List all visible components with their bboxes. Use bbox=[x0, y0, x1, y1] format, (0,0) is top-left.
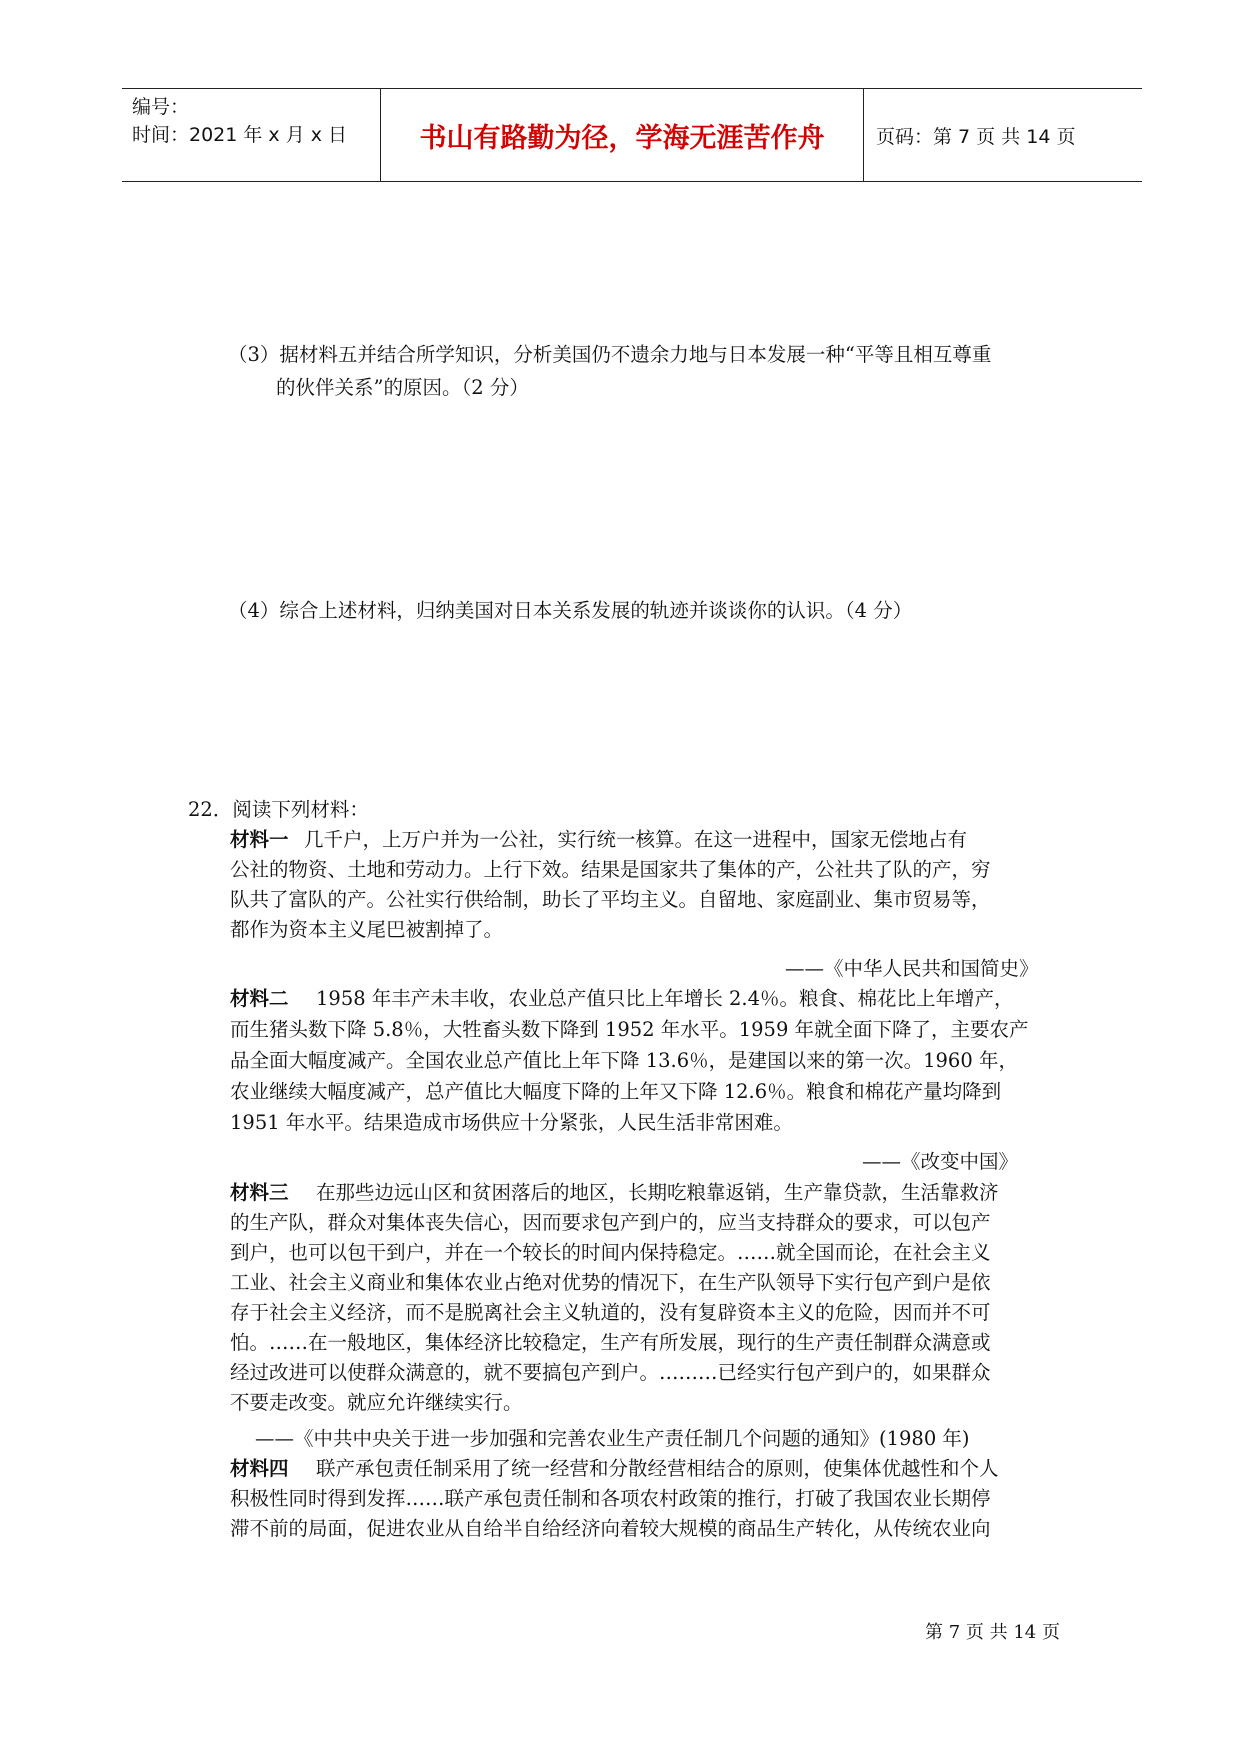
page-header bbox=[122, 88, 1142, 182]
m4-line-1: 联产承包责任制采用了统一经营和分散经营相结合的原则，使集体优越性和个人 bbox=[316, 1457, 999, 1480]
header-page-info: 页码：第 7 页 共 14 页 bbox=[876, 125, 1076, 148]
m3-line-4: 工业、社会主义商业和集体农业占绝对优势的情况下，在生产队领导下实行包产到户是依 bbox=[230, 1271, 991, 1294]
m3-line-5: 存于社会主义经济，而不是脱离社会主义轨道的，没有复辟资本主义的危险，因而并不可 bbox=[230, 1301, 991, 1324]
m3-label: 材料三 bbox=[230, 1181, 289, 1204]
header-motto: 书山有路勤为径，学海无涯苦作舟 bbox=[381, 89, 864, 181]
m1-line-3: 队共了富队的产。公社实行供给制，助长了平均主义。自留地、家庭副业、集市贸易等， bbox=[230, 888, 991, 911]
header-meta bbox=[122, 89, 381, 181]
m4-label: 材料四 bbox=[230, 1457, 289, 1480]
m3-line-2: 的生产队，群众对集体丧失信心，因而要求包产到户的，应当支持群众的要求，可以包产 bbox=[230, 1211, 991, 1234]
m4-line-2: 积极性同时得到发挥……联产承包责任制和各项农村政策的推行，打破了我国农业长期停 bbox=[230, 1487, 991, 1510]
m2-source: ——《改变中国》 bbox=[862, 1150, 1019, 1173]
m4-line-3: 滞不前的局面，促进农业从自给半自给经济向着较大规模的商品生产转化，从传统农业向 bbox=[230, 1517, 991, 1540]
m3-line-8: 不要走改变。就应允许继续实行。 bbox=[230, 1391, 523, 1414]
m1-label: 材料一 bbox=[230, 828, 289, 851]
m3-line-6: 怕。……在一般地区，集体经济比较稳定，生产有所发展，现行的生产责任制群众满意或 bbox=[230, 1331, 991, 1354]
m3-line-1: 在那些边远山区和贫困落后的地区，长期吃粮靠返销，生产靠贷款，生活靠救济 bbox=[316, 1181, 999, 1204]
header-time: 时间：2021 年 x 月 x 日 bbox=[132, 124, 348, 146]
q3-line-2: 的伙伴关系”的原因。（2 分） bbox=[276, 376, 529, 399]
m2-line-4: 农业继续大幅度减产，总产值比大幅度下降的上年又下降 12.6％。粮食和棉花产量均降到 bbox=[230, 1080, 1002, 1103]
page-footer: 第 7 页 共 14 页 bbox=[925, 1622, 1060, 1643]
m2-line-2: 而生猪头数下降 5.8％，大牲畜头数下降到 1952 年水平。1959 年就全面下降了，主要农产 bbox=[230, 1018, 1029, 1041]
q4-line-1: （4）综合上述材料，归纳美国对日本关系发展的轨迹并谈谈你的认识。（4 分） bbox=[228, 599, 913, 622]
q22-intro: 22．阅读下列材料： bbox=[188, 798, 369, 821]
m2-line-1: 1958 年丰产未丰收，农业总产值只比上年增长 2.4％。粮食、棉花比上年增产， bbox=[316, 987, 1014, 1010]
m2-label: 材料二 bbox=[230, 987, 289, 1010]
q3-line-1: （3）据材料五并结合所学知识，分析美国仍不遗余力地与日本发展一种“平等且相互尊重 bbox=[228, 343, 992, 366]
m3-line-7: 经过改进可以使群众满意的，就不要搞包产到户。………已经实行包产到户的，如果群众 bbox=[230, 1361, 991, 1384]
m2-line-3: 品全面大幅度减产。全国农业总产值比上年下降 13.6％，是建国以来的第一次。1960 年， bbox=[230, 1049, 1018, 1072]
header-number: 编号： bbox=[132, 96, 190, 118]
m3-source: ——《中共中央关于进一步加强和完善农业生产责任制几个问题的通知》(1980 年) bbox=[255, 1427, 970, 1450]
m3-line-3: 到户，也可以包干到户，并在一个较长的时间内保持稳定。……就全国而论，在社会主义 bbox=[230, 1241, 991, 1264]
m1-line-2: 公社的物资、土地和劳动力。上行下效。结果是国家共了集体的产，公社共了队的产，穷 bbox=[230, 858, 991, 881]
m1-line-1: 几千户，上万户并为一公社，实行统一核算。在这一进程中，国家无偿地占有 bbox=[304, 828, 968, 851]
m2-line-5: 1951 年水平。结果造成市场供应十分紧张，人民生活非常困难。 bbox=[230, 1111, 793, 1134]
m1-source: ——《中华人民共和国简史》 bbox=[785, 957, 1039, 980]
m1-line-4: 都作为资本主义尾巴被割掉了。 bbox=[230, 918, 504, 941]
